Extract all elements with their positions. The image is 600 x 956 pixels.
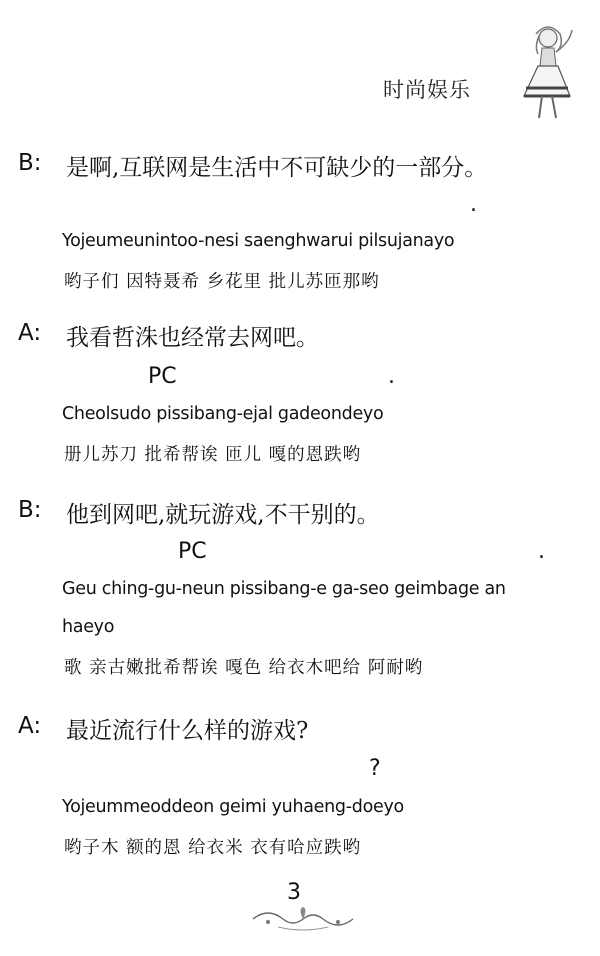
korean-fragment: PC [178, 539, 207, 564]
chinese-line: 最近流行什么样的游戏? [66, 718, 309, 744]
speaker-label: A: [18, 713, 42, 739]
chinese-line: 是啊,互联网是生活中不可缺少的一部分。 [66, 155, 488, 181]
romanization-line: Cheolsudo pissibang-ejal gadeondeyo [62, 404, 384, 424]
phonetic-line: 册儿苏刀 批希帮诶 匝儿 嘎的恩跌哟 [64, 445, 362, 465]
speaker-label: A: [18, 320, 42, 346]
girl-illustration-icon [512, 22, 582, 122]
chinese-line: 我看哲洙也经常去网吧。 [66, 325, 319, 351]
korean-fragment: . [470, 192, 477, 217]
page-number: 3 [287, 880, 301, 905]
speaker-label: B: [18, 497, 42, 523]
korean-fragment: PC [148, 364, 177, 389]
korean-fragment: . [388, 364, 395, 389]
speaker-label: B: [18, 150, 42, 176]
romanization-line: Geu ching-gu-neun pissibang-e ga-seo geimbage an [62, 579, 506, 599]
phonetic-line: 哟子木 额的恩 给衣米 衣有哈应跌哟 [64, 838, 362, 858]
romanization-line: Yojeumeunintoo-nesi saenghwarui pilsujanayo [62, 231, 455, 251]
chinese-line: 他到网吧,就玩游戏,不干别的。 [66, 502, 380, 528]
korean-fragment: . [538, 539, 545, 564]
phonetic-line: 哟子们 因特聂希 乡花里 批儿苏匝那哟 [64, 272, 380, 292]
romanization-line: haeyo [62, 617, 115, 637]
section-title: 时尚娱乐 [383, 78, 471, 102]
romanization-line: Yojeummeoddeon geimi yuhaeng-doeyo [62, 797, 404, 817]
phonetic-line: 歌 亲古嫩批希帮诶 嘎色 给衣木吧给 阿耐哟 [64, 658, 424, 678]
ornament-divider-icon [248, 905, 358, 933]
korean-fragment: ? [369, 756, 381, 781]
